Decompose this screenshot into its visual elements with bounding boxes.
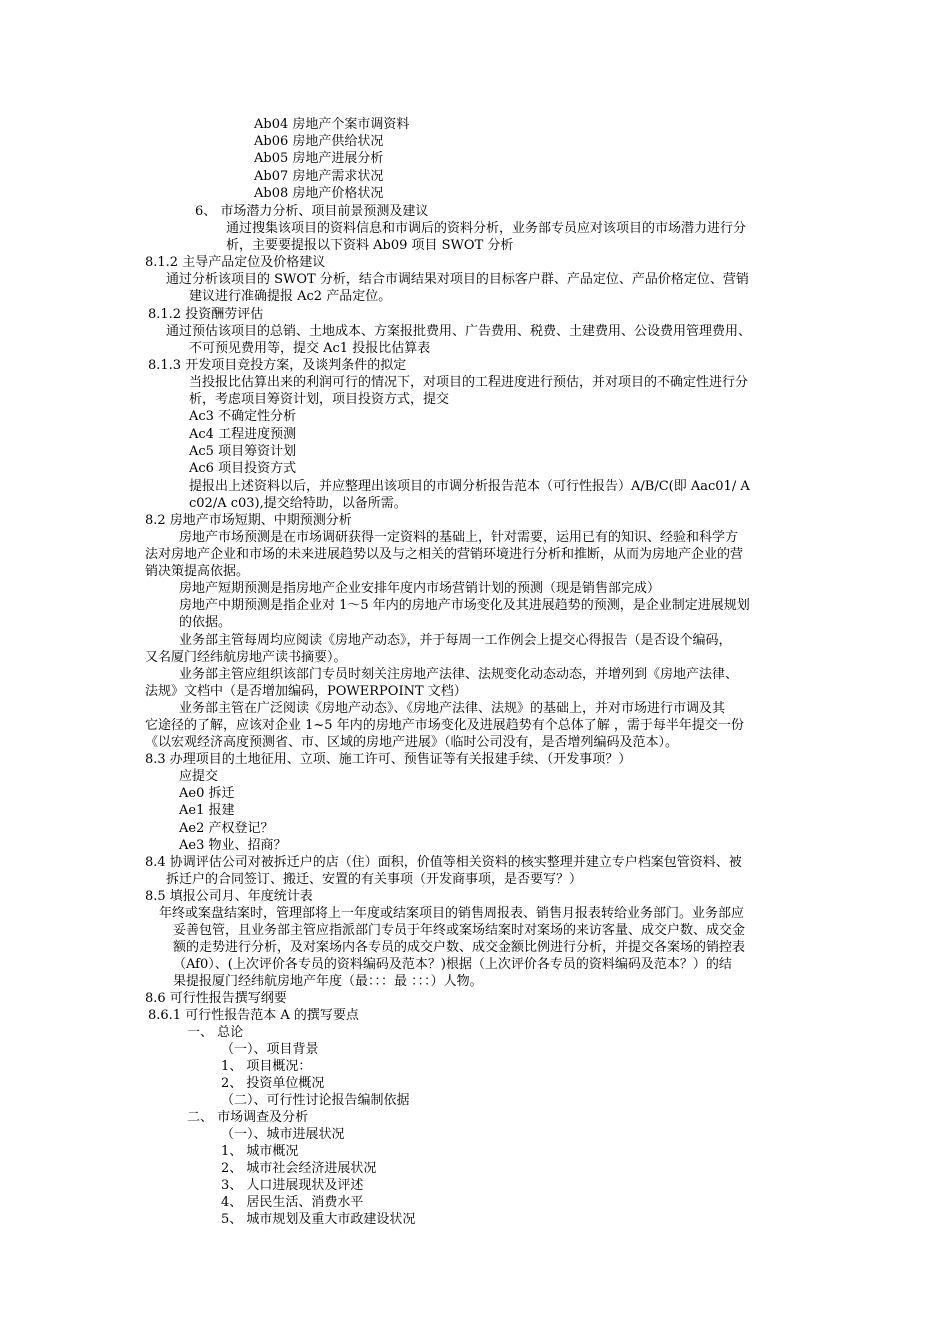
text-line: 析，主要要提报以下资料 Ab09 项目 SWOT 分析 xyxy=(226,238,514,253)
outline-item: （一）、项目背景 xyxy=(221,1042,319,1057)
text-line: Ab05 房地产进展分析 xyxy=(254,151,384,166)
text-line: Ac6 项目投资方式 xyxy=(189,461,297,476)
text-line: （Af0）、(上次评价各专员的资料编码及范本？)根据（上次评价各专员的资料编码及范本？）的结 xyxy=(173,957,732,972)
outline-item: （一）、城市进展状况 xyxy=(221,1127,345,1142)
section-heading: 8.1.3 开发项目竞投方案，及谈判条件的拟定 xyxy=(148,358,407,373)
section-heading: 8.2 房地产市场短期、中期预测分析 xyxy=(145,513,352,528)
text-line: 房地产短期预测是指房地产企业安排年度内市场营销计划的预测（现是销售部完成） xyxy=(179,581,661,596)
text-line: 通过搜集该项目的资料信息和市调后的资料分析，业务部专员应对该项目的市场潜力进行分 xyxy=(226,221,747,236)
text-line: 房地产市场预测是在市场调研获得一定资料的基础上，针对需要，运用已有的知识、经验和科学方 xyxy=(179,530,739,545)
outline-item: 2、 投资单位概况 xyxy=(221,1076,325,1091)
text-line: 不可预见费用等，提交 Ac1 投报比估算表 xyxy=(189,341,431,356)
section-heading: 8.1.2 主导产品定位及价格建议 xyxy=(145,255,326,270)
text-line: Ae3 物业、招商？ xyxy=(179,838,287,853)
text-line: 提报出上述资料以后，并应整理出该项目的市调分析报告范本（可行性报告）A/B/C(即 Aac01/ A xyxy=(189,479,750,494)
text-line: 当投报比估算出来的利润可行的情况下，对项目的工程进度进行预估，并对项目的不确定性进行分 xyxy=(189,375,749,390)
text-line: 销决策提高依据。 xyxy=(145,564,250,579)
text-line: 通过分析该项目的 SWOT 分析，结合市调结果对项目的目标客户群、产品定位、产品价格定位、营销 xyxy=(166,272,749,287)
outline-item: （二）、可行性讨论报告编制依据 xyxy=(221,1093,410,1108)
text-line: 法规》文档中（是否增加编码，POWERPOINT 文档） xyxy=(145,684,467,699)
section-heading: 8.6 可行性报告撰写纲要 xyxy=(145,991,287,1006)
section-heading: 8.1.2 投资酬劳评估 xyxy=(148,307,264,322)
text-line: 果提报厦门经纬航房地产年度（最：：：最 ：：：）人物。 xyxy=(173,974,483,989)
outline-item: 1、 项目概况： xyxy=(221,1059,312,1074)
section-heading: 6、 市场潜力分析、项目前景预测及建议 xyxy=(195,204,429,219)
outline-item: 二、 市场调查及分析 xyxy=(187,1110,309,1125)
section-heading: 8.6.1 可行性报告范本 A 的撰写要点 xyxy=(148,1008,359,1023)
section-heading: 8.3 办理项目的土地征用、立项、施工许可、预售证等有关报建手续、（开发事项？） xyxy=(145,752,632,767)
section-heading: 8.4 协调评估公司对被拆迁户的店（住）面积，价值等相关资料的核实整理并建立专户档案包管资料、被 xyxy=(145,855,742,870)
text-line: 妥善包管，且业务部主管应指派部门专员于年终或案场结案时对案场的来访客量、成交户数、成交金 xyxy=(173,923,746,938)
text-line: Ab07 房地产需求状况 xyxy=(254,169,384,184)
text-line: Ab06 房地产供给状况 xyxy=(254,134,384,149)
text-line: c02/A c03),提交给特助，以备所需。 xyxy=(189,496,407,511)
text-line: 拆迁户的合同签订、搬迁、安置的有关事项（开发商事项，是否要写？） xyxy=(166,872,583,887)
text-line: 《以宏观经济高度预测省、市、区域的房地产进展》（临时公司没有，是否增列编码及范本）。 xyxy=(145,735,679,750)
text-line: 额的走势进行分析，及对案场内各专员的成交户数、成交金额比例进行分析，并提交各案场的销控表 xyxy=(173,940,746,955)
outline-item: 1、 城市概况 xyxy=(221,1144,299,1159)
text-line: 通过预估该项目的总销、土地成本、方案报批费用、广告费用、税费、土建费用、公设费用管理费用、 xyxy=(166,324,752,339)
text-line: 应提交 xyxy=(179,769,219,784)
text-line: 它途径的了解，应该对企业 1~5 年内的房地产市场变化及进展趋势有个总体了解 ，需于每半年提交一份 xyxy=(145,718,744,733)
text-line: 年终或案盘结案时，管理部将上一年度或结案项目的销售周报表、销售月报表转给业务部门。业务部应 xyxy=(159,906,745,921)
outline-item: 4、 居民生活、消费水平 xyxy=(221,1195,364,1210)
text-line: Ae2 产权登记？ xyxy=(179,821,274,836)
text-line: Ac5 项目筹资计划 xyxy=(189,444,297,459)
text-line: 业务部主管每周均应阅读《房地产动态》，并于每周一工作例会上提交心得报告（是否设个编码， xyxy=(179,633,732,648)
text-line: 的依据。 xyxy=(179,615,232,630)
outline-item: 3、 人口进展现状及评述 xyxy=(221,1178,364,1193)
text-line: 业务部主管在广泛阅读《房地产动态》、《房地产法律、法规》的基础上，并对市场进行市调及其 xyxy=(179,701,726,716)
text-line: 房地产中期预测是指企业对 1～5 年内的房地产市场变化及其进展趋势的预测，是企业制定进展规划 xyxy=(179,598,750,613)
text-line: Ab08 房地产价格状况 xyxy=(254,186,384,201)
text-line: Ae0 拆迁 xyxy=(179,786,235,801)
text-line: Ac4 工程进度预测 xyxy=(189,427,297,442)
text-line: 法对房地产企业和市场的未来进展趋势以及与之相关的营销环境进行分析和推断，从而为房地产企业的营 xyxy=(145,547,744,562)
text-line: 又名厦门经纬航房地产读书摘要）。 xyxy=(145,650,347,665)
outline-item: 2、 城市社会经济进展状况 xyxy=(221,1161,377,1176)
text-line: 业务部主管应组织该部门专员时刻关注房地产法律、法规变化动态动态，并增列到《房地产法律、 xyxy=(179,667,739,682)
text-line: Ab04 房地产个案市调资料 xyxy=(254,117,410,132)
text-line: 析，考虑项目筹资计划，项目投资方式，提交 xyxy=(189,392,450,407)
text-line: Ae1 报建 xyxy=(179,803,235,818)
text-line: Ac3 不确定性分析 xyxy=(189,409,297,424)
outline-item: 5、 城市规划及重大市政建设状况 xyxy=(221,1212,416,1227)
text-line: 建议进行准确提报 Ac2 产品定位。 xyxy=(189,289,392,304)
outline-item: 一、 总论 xyxy=(187,1025,244,1040)
section-heading: 8.5 填报公司月、年度统计表 xyxy=(145,889,313,904)
